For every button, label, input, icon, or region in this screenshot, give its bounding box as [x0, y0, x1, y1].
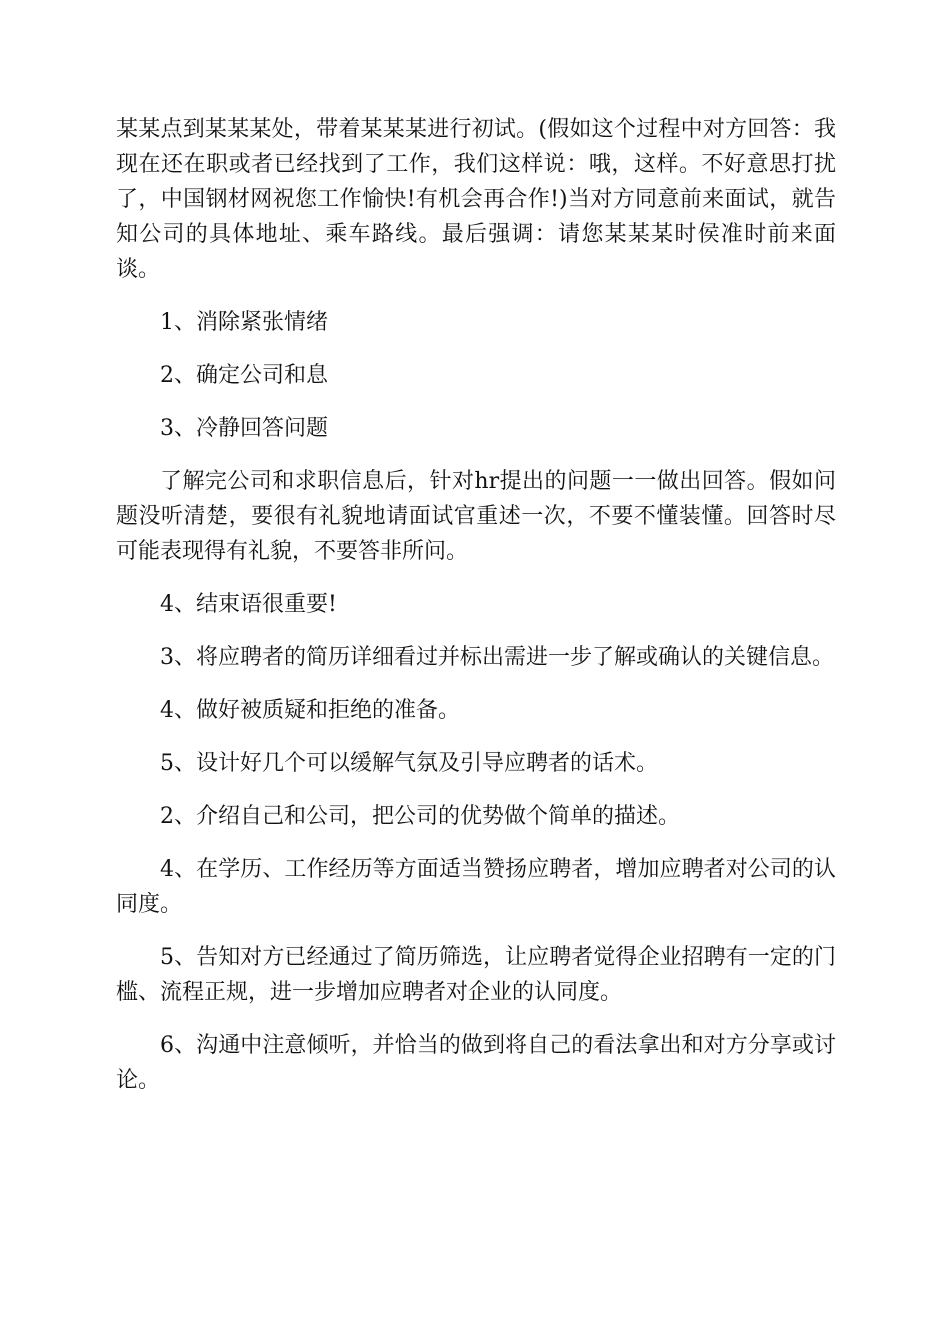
document-body: [116, 112, 836, 1116]
list-item-answer-calmly: 3、冷静回答问题: [160, 416, 328, 441]
list-item-introduce-company: 2、介绍自己和公司，把公司的优势做个简单的描述。: [160, 804, 680, 829]
list-item-prepare-rejection: 4、做好被质疑和拒绝的准备。: [160, 698, 460, 723]
list-item-confirm-company-info: 2、确定公司和息: [160, 363, 328, 388]
paragraph-answer-questions: 了解完公司和求职信息后，针对hr提出的问题一一做出回答。假如问题没听清楚，要很有礼貌地请面试官重述一次，不要不懂装懂。回答时尽可能表现得有礼貌，不要答非所问。: [116, 469, 836, 564]
list-item-closing-remarks: 4、结束语很重要!: [160, 592, 337, 617]
list-item-praise-candidate: 4、在学历、工作经历等方面适当赞扬应聘者，增加应聘者对公司的认同度。: [116, 857, 836, 917]
list-item-review-resume: 3、将应聘者的简历详细看过并标出需进一步了解或确认的关键信息。: [160, 645, 834, 670]
paragraph-interview-notice: 某某点到某某某处，带着某某某进行初试。(假如这个过程中对方回答：我现在还在职或者已经找到了工作，我们这样说：哦，这样。不好意思打扰了，中国钢材网祝您工作愉快!有机会再合作!)当对方同意前来面试，就告知公司的具体地址、乘车路线。最后强调：请您某某某时侯准时前来面谈。: [116, 117, 836, 282]
list-item-resume-passed: 5、告知对方已经通过了简历筛选，让应聘者觉得企业招聘有一定的门槛、流程正规，进一步增加应聘者对企业的认同度。: [116, 945, 836, 1005]
list-item-design-scripts: 5、设计好几个可以缓解气氛及引导应聘者的话术。: [160, 751, 658, 776]
list-item-listen-carefully: 6、沟通中注意倾听，并恰当的做到将自己的看法拿出和对方分享或讨论。: [116, 1033, 836, 1093]
list-item-relieve-tension: 1、消除紧张情绪: [160, 310, 328, 335]
